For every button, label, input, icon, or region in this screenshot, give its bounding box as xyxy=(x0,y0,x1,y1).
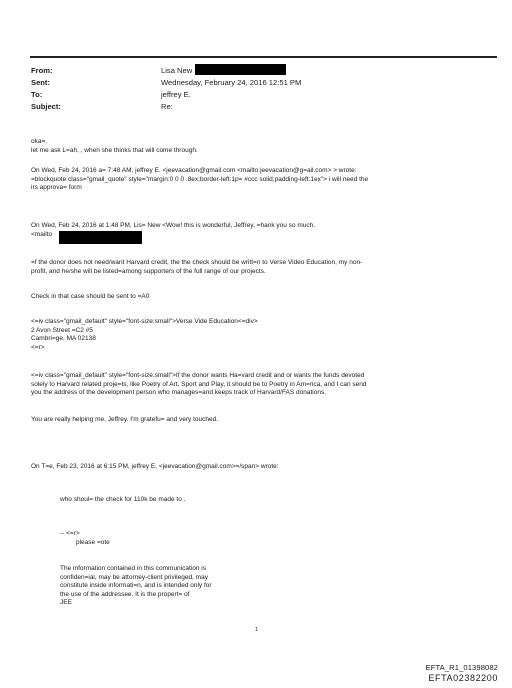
body-paragraph xyxy=(60,496,185,505)
from-label: From: xyxy=(31,66,53,75)
redaction-box xyxy=(59,231,142,244)
body-line: The information contained in this communication is xyxy=(60,565,206,572)
from-value: Lisa New xyxy=(161,66,193,75)
bates-number: EFTA02382200 xyxy=(428,673,498,683)
confidentiality-notice xyxy=(60,565,212,608)
body-paragraph xyxy=(31,318,477,352)
body-paragraph xyxy=(31,259,477,276)
to-label: To: xyxy=(31,90,43,99)
body-line: 2 Avon Street =C2 #5 xyxy=(31,326,93,334)
body-line: =f the donor does not need/want Harvard credit, the the check should be writt=n to Verse Video Education, my non- xyxy=(31,259,363,266)
body-line: please =ote xyxy=(76,538,110,546)
body-line: On T=e, Feb 23, 2016 at 6:15 PM, jeffrey E. <jeevacation@gmail.com>=/span> wrote: xyxy=(31,463,279,470)
body-line: let me ask L=ah, , when she thinks that will come through. xyxy=(31,146,198,154)
redaction-box xyxy=(195,64,286,75)
body-line: solely to Harvard related proje=ts, like Poetry of Art, Sport and Play, it should be to Poetry in Am=rica, and I can send xyxy=(31,380,367,388)
body-line: you the address of the development person who manages=and keeps track of Harvard/FAS donations. xyxy=(31,389,327,397)
body-line: You are really helping me, Jeffrey. I'm gratefu= and very touched. xyxy=(31,416,219,423)
body-line: constitute inside informati=n, and is intended only for xyxy=(60,582,212,590)
body-line: irs approva= form xyxy=(31,184,82,192)
subject-value: Re: xyxy=(161,102,173,111)
body-line: who shoul= the check for 110k be made to . xyxy=(60,496,186,503)
sent-value: Wednesday, February 24, 2016 12:51 PM xyxy=(161,78,302,87)
body-paragraph xyxy=(31,138,477,155)
body-line: Cambri=ge, MA 02138 xyxy=(31,335,96,343)
body-line: JEE xyxy=(60,599,72,607)
body-paragraph xyxy=(31,463,477,472)
to-value: jeffrey E. xyxy=(161,90,191,99)
body-line: On Wed, Feb 24, 2016 a= 7:48 AM, jeffrey E. <jeevacation@gmail.com <mailto:jeevacation@g=ail.com> > wrote: xyxy=(31,167,357,174)
body-paragraph xyxy=(31,167,477,193)
sent-label: Sent: xyxy=(31,78,50,87)
page-number: 1 xyxy=(255,627,259,633)
body-line: profit, and he/she will be listed=among supporters of the full range of our projects. xyxy=(31,267,266,275)
subject-label: Subject: xyxy=(31,102,61,111)
body-paragraph xyxy=(31,416,477,425)
mailto-fragment: <mailto xyxy=(31,230,53,238)
body-line: Check in that case should be sent to =A0 xyxy=(31,293,150,300)
body-line: On Wed, Feb 24, 2016 at 1:48 PM, Lis= New <Wow! this is wonderful, Jeffrey, =hank you so much. xyxy=(31,222,316,229)
bates-number-r1: EFTA_R1_01398082 xyxy=(425,663,498,672)
body-paragraph xyxy=(60,530,110,547)
body-line: -- <=r> xyxy=(60,530,80,537)
body-line: oka=. xyxy=(31,138,48,145)
body-paragraph xyxy=(31,372,477,398)
body-paragraph xyxy=(31,293,477,302)
body-line: confiden=ial, may be attorney-client privileged, may xyxy=(60,573,208,581)
body-line: =blockquote class="gmail_quote" style="margin:0 0 0 .8ex;border-left:1p= #ccc solid;padding-left:1ex"> i will need the xyxy=(31,175,369,183)
body-line: <=iv class="gmail_default" style="font-size:small">If the donor wants Ha=vard credit and or wants the funds devoted xyxy=(31,372,365,379)
body-line: the use of the addressee. It is the propert= of xyxy=(60,590,190,598)
body-line: <=r> xyxy=(31,343,45,351)
body-line: <=iv class="gmail_default" style="font-size:small">Verse Vide Education<=div> xyxy=(31,318,258,325)
header-rule xyxy=(30,56,497,58)
